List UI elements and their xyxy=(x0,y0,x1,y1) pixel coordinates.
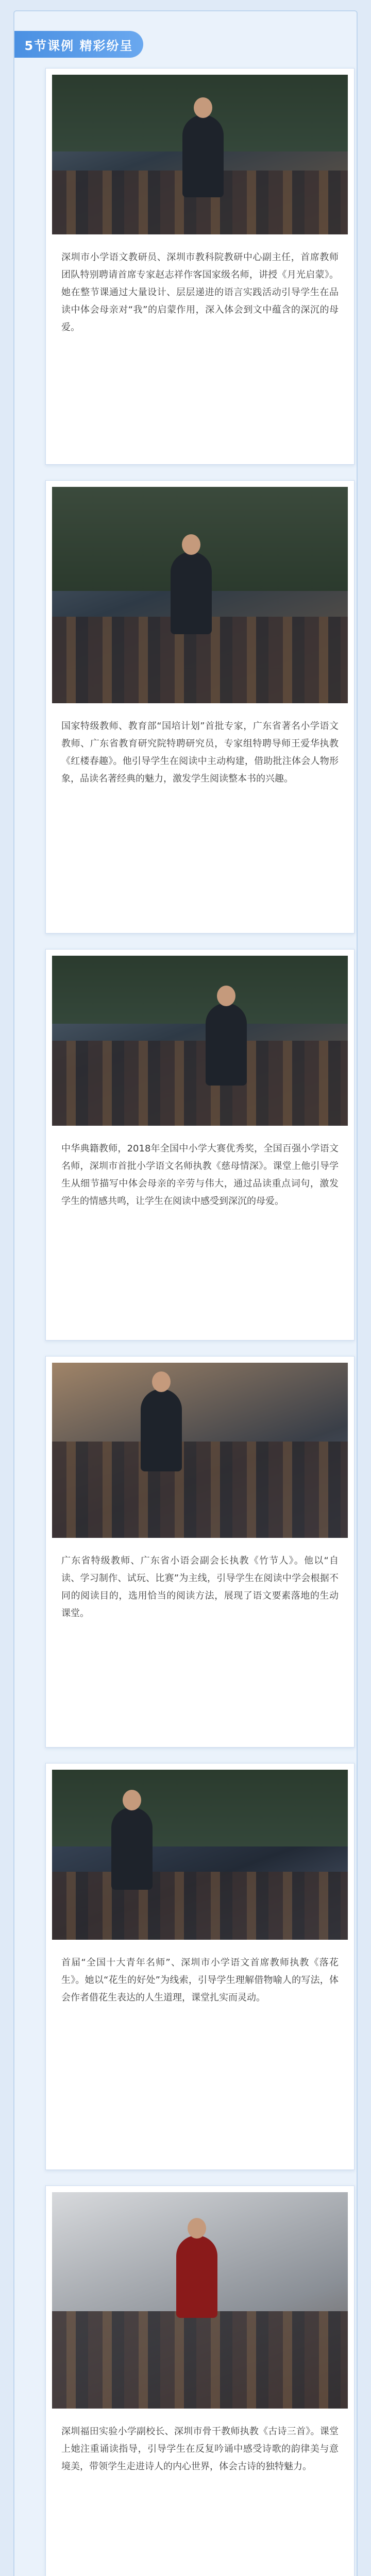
lesson-card-5 xyxy=(45,1763,355,2170)
lesson-photo xyxy=(52,1770,348,1940)
lesson-photo xyxy=(52,2192,348,2409)
lesson-description: 深圳福田实验小学副校长、深圳市骨干教师执教《古诗三首》。课堂上她注重诵读指导，引导学生在反复吟诵中感受诗歌的韵律美与意境美，带领学生走进诗人的内心世界，体会古诗的独特魅力。 xyxy=(61,2426,339,2472)
lesson-description: 国家特级教师、教育部“国培计划”首批专家，广东省著名小学语文教师、广东省教育研究院特聘研究员，专家组特聘导师王爱华执教《红楼春趣》。他引导学生在阅读中主动构建，借助批注体会人物形象，品读名著经典的魅力，激发学生阅读整本书的兴趣。 xyxy=(61,721,339,784)
lesson-card-6 xyxy=(45,2185,355,2576)
lesson-card-4 xyxy=(45,1356,355,1748)
lesson-photo xyxy=(52,956,348,1126)
lesson-description: 首届“全国十大青年名师”、深圳市小学语文首席教师执教《落花生》。她以“花生的好处”为线索，引导学生理解借物喻人的写法，体会作者借花生表达的人生道理，课堂扎实而灵动。 xyxy=(61,1957,339,2003)
lesson-description: 中华典籍教师，2018年全国中小学大赛优秀奖，全国百强小学语文名师，深圳市首批小学语文名师执教《慈母情深》。课堂上他引导学生从细节描写中体会母亲的辛劳与伟大，通过品读重点词句，激发学生的情感共鸣，让学生在阅读中感受到深沉的母爱。 xyxy=(61,1143,339,1207)
page-frame xyxy=(13,10,358,2576)
lesson-photo xyxy=(52,487,348,703)
lesson-description: 深圳市小学语文教研员、深圳市教科院教研中心副主任，首席教师团队特别聘请首席专家赵志祥作客国家级名师，讲授《月光启蒙》。她在整节课通过大量设计、层层递进的语言实践活动引导学生在品读中体会母亲对“我”的启蒙作用，深入体会到文中蕴含的深沉的母爱。 xyxy=(61,252,339,333)
section-badge xyxy=(14,31,143,58)
lesson-description: 广东省特级教师、广东省小语会副会长执教《竹节人》。他以“自读、学习制作、试玩、比赛”为主线，引导学生在阅读中学会根据不同的阅读目的，选用恰当的阅读方法，展现了语文要素落地的生动课堂。 xyxy=(61,1555,339,1619)
lesson-card-2 xyxy=(45,480,355,934)
lesson-photo xyxy=(52,1363,348,1538)
lesson-card-1 xyxy=(45,68,355,465)
lesson-card-3 xyxy=(45,949,355,1341)
section-badge-label: 5节课例 精彩纷呈 xyxy=(24,38,133,53)
lesson-photo xyxy=(52,75,348,234)
